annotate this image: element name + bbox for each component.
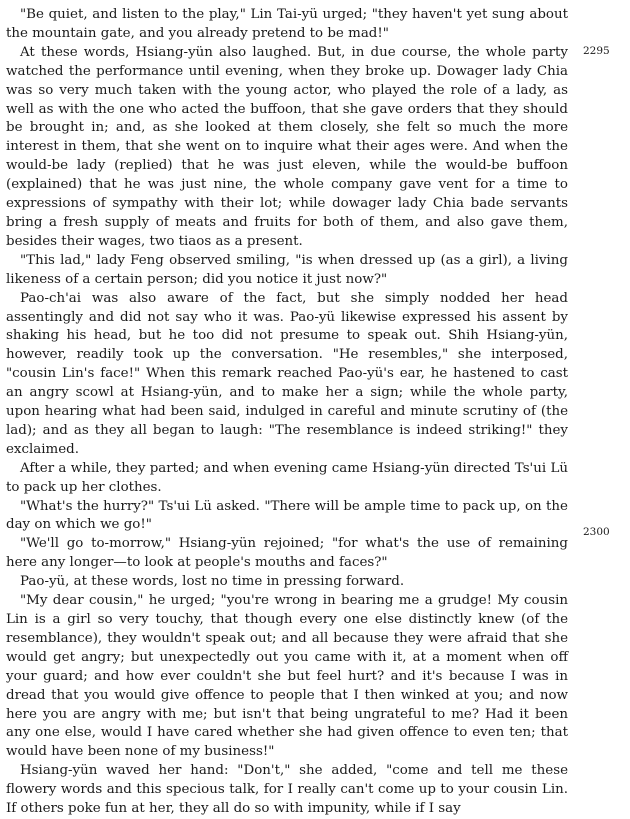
paragraph-2: At these words, Hsiang-yün also laughed. But, in due course, the whole party watched the performance until evening, when they broke up. Dowager lady Chia was so very much taken with the young actor, who played the role of a lady, as well as with the one who acted the buffoon, that she gave orders that they should be brought in; and, as she looked at them closely, she felt so much the more interest in them, that she went on to inquire what their ages were. And when the would-be lady (replied) that he was just eleven, while the would-be buffoon (explained) that he was just nine, the whole company gave vent for a time to expressions of sympathy with their lot; while dowager lady Chia bade servants bring a fresh supply of meats and fruits for both of them, and also gave them, besides their wages, two tiaos as a present. xyxy=(6,44,568,249)
paragraph-1: "Be quiet, and listen to the play," Lin Tai-yü urged; "they haven't yet sung about the mountain gate, and you already pretend to be mad!" xyxy=(6,7,568,41)
paragraph-3: "This lad," lady Feng observed smiling, "is when dressed up (as a girl), a living likeness of a certain person; did you notice it just now?" xyxy=(6,252,568,287)
paragraph-6: "What's the hurry?" Ts'ui Lü asked. "There will be ample time to pack up, on the day on which we go!" xyxy=(6,498,568,533)
paragraph-4: Pao-ch'ai was also aware of the fact, but she simply nodded her head assentingly and did not say who it was. Pao-yü likewise expressed his assent by shaking his head, but he too did not presume to speak out. Shih Hsiang-yün, however, readily took up the conversation. "He resembles," she interposed, "cousin Lin's face!" When this remark reached Pao-yü's ear, he hastened to cast an angry scowl at Hsiang-yün, and to make her a sign; while the whole party, upon hearing what had been said, indulged in careful and minute scrutiny of (the lad); and as they all began to laugh: "The resemblance is indeed striking!" they exclaimed. xyxy=(6,290,568,457)
paragraph-9: "My dear cousin," he urged; "you're wrong in bearing me a grudge! My cousin Lin is a girl so very touchy, that though every one else distinctly knew (of the resemblance), they wouldn't speak out; and all because they were afraid that she would get angry; but unexpectedly out you came with it, at a moment when off your guard; and how ever couldn't she but feel hurt? and it's because I was in dread that you would give offence to people that I then winked at you; and now here you are angry with me; but isn't that being ungrateful to me? Had it been any one else, would I have cared whether she had given offence to even ten; that would have been none of my business!" xyxy=(6,593,568,760)
line-number-2300: 2300 xyxy=(583,526,610,538)
paragraph-10: Hsiang-yün waved her hand: "Don't," she added, "come and tell me these flowery words and this specious talk, for I really can't come up to your cousin Lin. If others poke fun at her, they all do so with impunity, while if I say xyxy=(6,763,568,817)
line-number-2295: 2295 xyxy=(583,45,610,57)
text-column xyxy=(6,6,568,819)
paragraph-8: Pao-yü, at these words, lost no time in pressing forward. xyxy=(20,574,405,590)
paragraph-5: After a while, they parted; and when evening came Hsiang-yün directed Ts'ui Lü to pack up her clothes. xyxy=(6,460,568,495)
paragraph-7: "We'll go to-morrow," Hsiang-yün rejoined; "for what's the use of remaining here any longer—to look at people's mouths and faces?" xyxy=(6,536,568,571)
